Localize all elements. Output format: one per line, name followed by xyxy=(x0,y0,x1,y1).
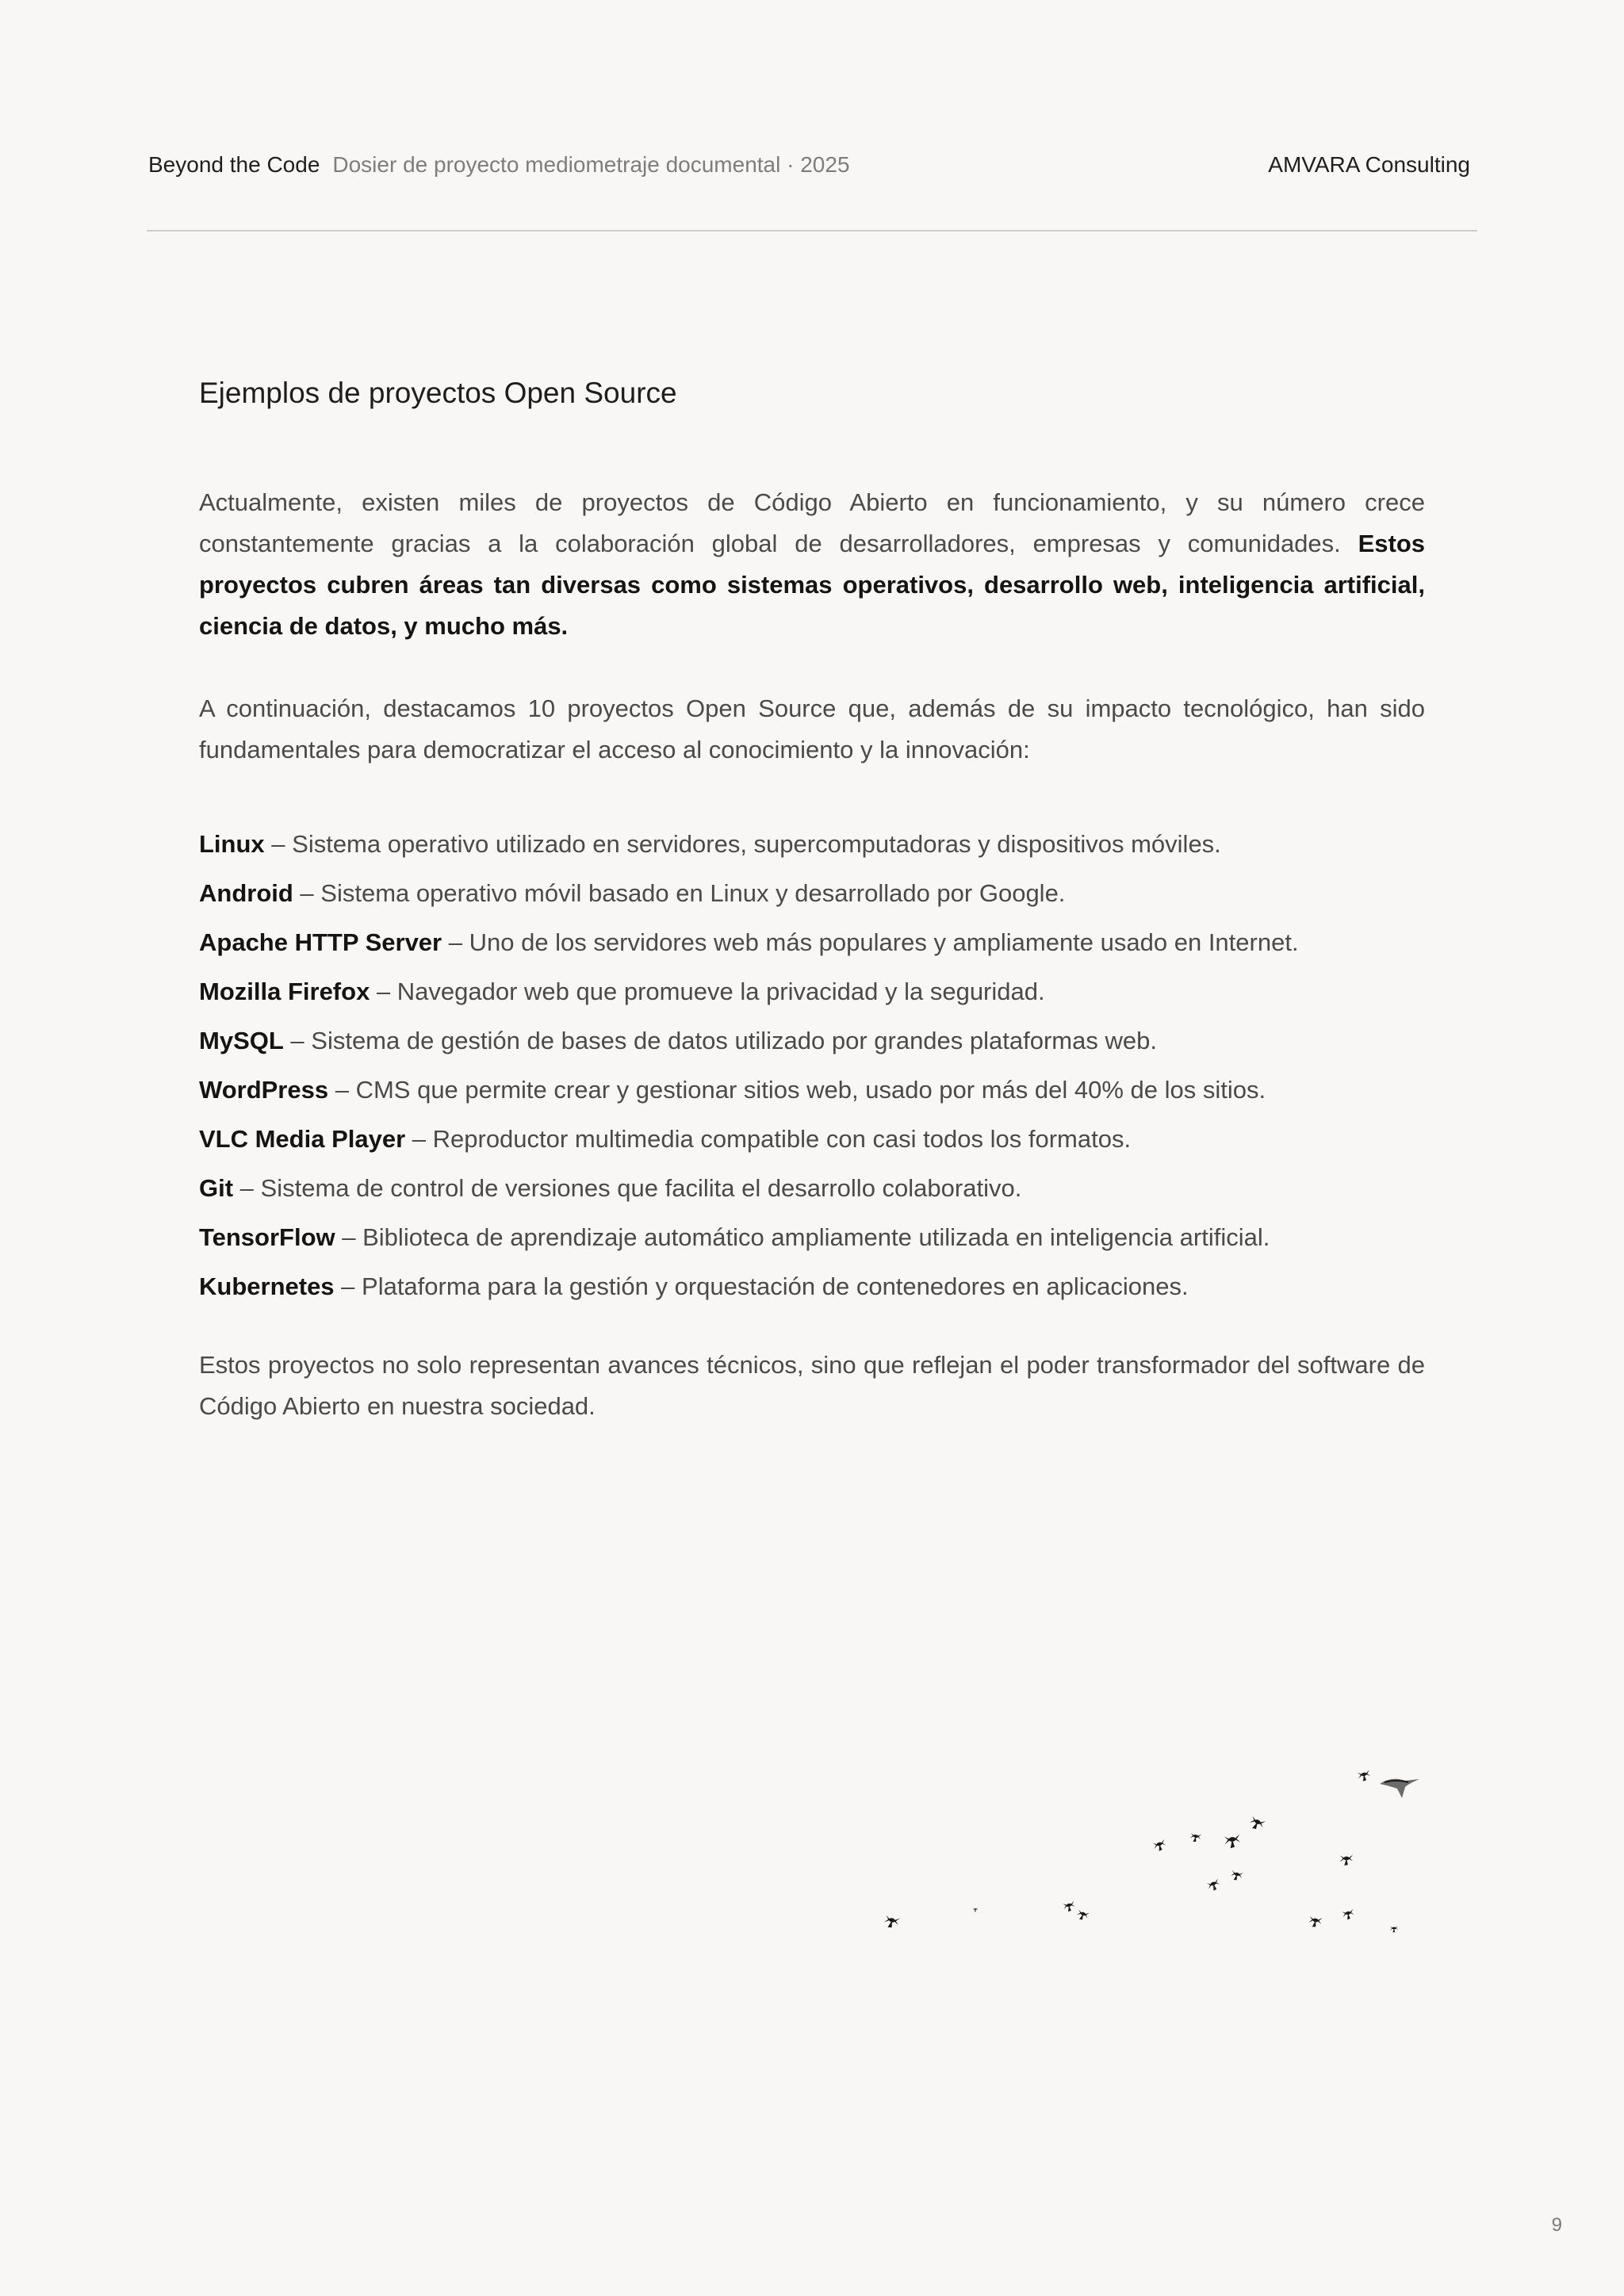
project-description: – Navegador web que promueve la privacidad y la seguridad. xyxy=(370,978,1045,1005)
project-description: – Sistema de control de versiones que facilita el desarrollo colaborativo. xyxy=(233,1174,1022,1202)
list-item xyxy=(199,1164,1425,1213)
intro-bold-text: Estos proyectos cubren áreas tan diversas como sistemas operativos, desarrollo web, inteligencia artificial, ciencia de datos, y mucho más. xyxy=(199,530,1425,640)
project-name: Linux xyxy=(199,830,265,858)
flock-of-birds-icon xyxy=(872,1752,1443,1950)
header-company: AMVARA Consulting xyxy=(1268,152,1470,177)
list-item xyxy=(199,918,1425,967)
project-description: – Plataforma para la gestión y orquestación de contenedores en aplicaciones. xyxy=(334,1272,1189,1300)
header-subtitle: Dosier de proyecto mediometraje documental · 2025 xyxy=(332,152,850,177)
birds-group xyxy=(883,1770,1419,1932)
list-item xyxy=(199,820,1425,869)
project-description: – Biblioteca de aprendizaje automático ampliamente utilizada en inteligencia artificial. xyxy=(335,1223,1270,1251)
header-left xyxy=(148,152,850,178)
project-description: – Sistema operativo móvil basado en Linux y desarrollado por Google. xyxy=(293,879,1066,907)
list-item xyxy=(199,967,1425,1016)
closing-paragraph: Estos proyectos no solo representan avances técnicos, sino que reflejan el poder transformador del software de Código Abierto en nuestra sociedad. xyxy=(199,1351,1425,1420)
intro-text: Actualmente, existen miles de proyectos de Código Abierto en funcionamiento, y su número crece constantemente gracias a la colaboración global de desarrolladores, empresas y comunidades. xyxy=(199,488,1425,557)
main-content xyxy=(199,373,1425,1427)
project-description: – Sistema de gestión de bases de datos utilizado por grandes plataformas web. xyxy=(283,1027,1157,1054)
list-item xyxy=(199,1115,1425,1164)
project-name: WordPress xyxy=(199,1076,329,1104)
project-name: Git xyxy=(199,1174,234,1202)
list-item xyxy=(199,1262,1425,1311)
second-paragraph: A continuación, destacamos 10 proyectos Open Source que, además de su impacto tecnológico, han sido fundamentales para democratizar el acceso al conocimiento y la innovación: xyxy=(199,695,1425,763)
project-name: Kubernetes xyxy=(199,1272,335,1300)
list-item xyxy=(199,1016,1425,1066)
header-brand: Beyond the Code xyxy=(148,152,320,177)
intro-paragraph xyxy=(199,482,1425,647)
project-description: – Uno de los servidores web más populares y ampliamente usado en Internet. xyxy=(442,928,1299,956)
list-item xyxy=(199,869,1425,918)
list-item xyxy=(199,1066,1425,1115)
project-name: TensorFlow xyxy=(199,1223,335,1251)
page-header xyxy=(148,152,1470,178)
header-divider xyxy=(147,230,1477,232)
project-name: Android xyxy=(199,879,293,907)
project-description: – Reproductor multimedia compatible con casi todos los formatos. xyxy=(405,1125,1132,1153)
project-description: – CMS que permite crear y gestionar sitios web, usado por más del 40% de los sitios. xyxy=(328,1076,1266,1104)
project-description: – Sistema operativo utilizado en servidores, supercomputadoras y dispositivos móviles. xyxy=(264,830,1221,858)
project-name: Apache HTTP Server xyxy=(199,928,442,956)
project-name: Mozilla Firefox xyxy=(199,978,370,1005)
projects-list xyxy=(199,820,1425,1311)
project-name: VLC Media Player xyxy=(199,1125,406,1153)
project-name: MySQL xyxy=(199,1027,284,1054)
section-title: Ejemplos de proyectos Open Source xyxy=(199,377,677,409)
list-item xyxy=(199,1213,1425,1262)
page-number: 9 xyxy=(1551,2214,1562,2236)
